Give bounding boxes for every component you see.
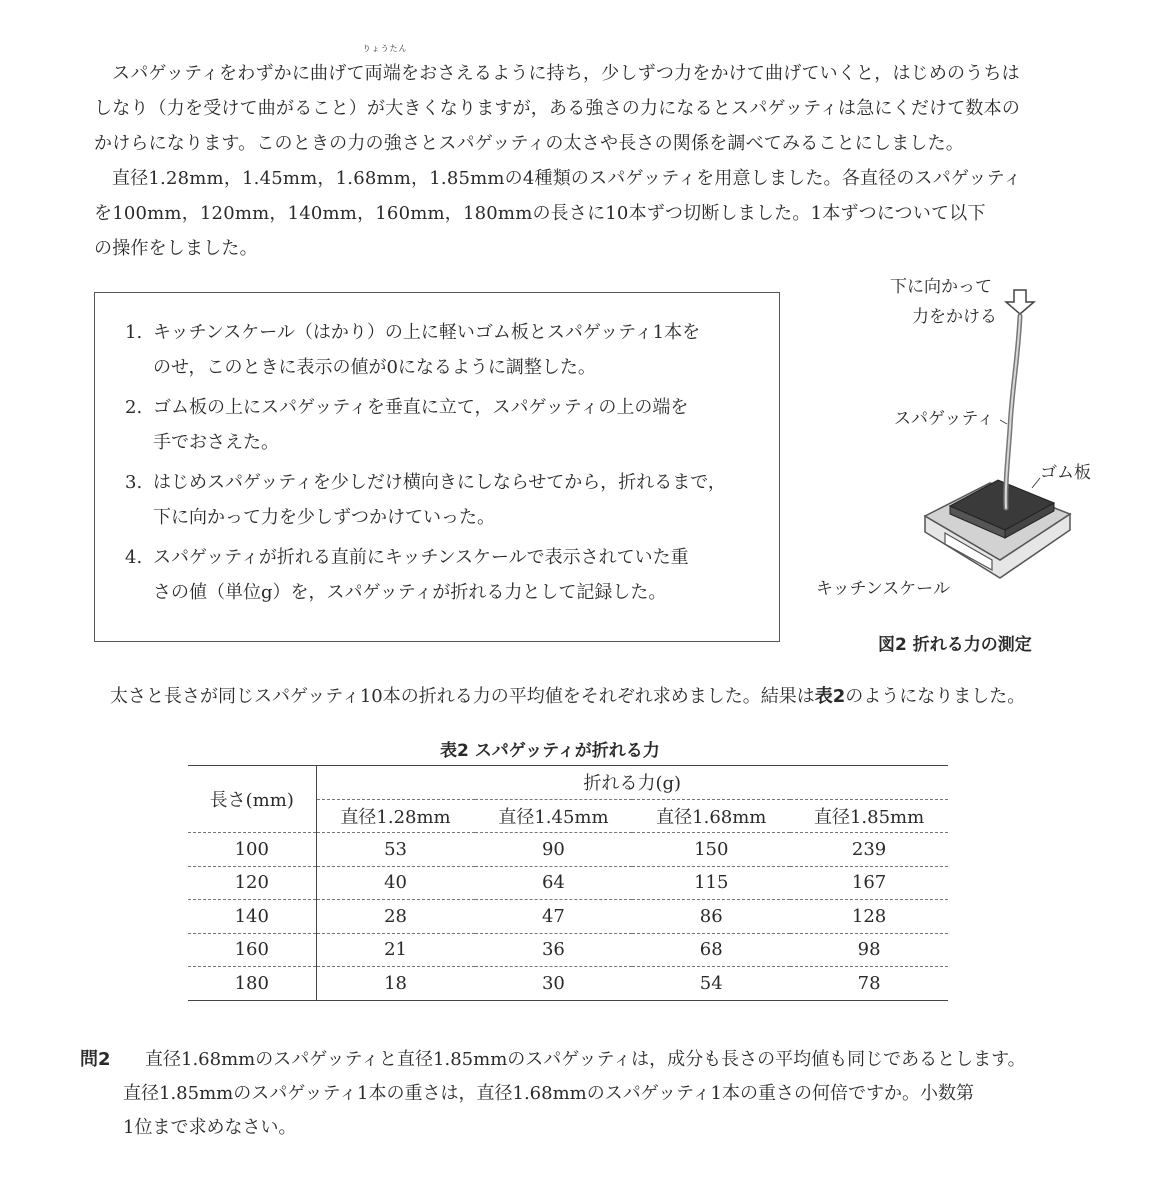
intro-line-1: [94, 44, 1064, 91]
question-2-line-2: 直径1.85mmのスパゲッティ1本の重さは，直径1.68mmのスパゲッティ1本の重さの何倍ですか。小数第: [123, 1083, 975, 1104]
force-label-1: 下に向かって: [890, 277, 992, 297]
step-number: 1.: [125, 322, 143, 343]
table-2-caption: 表2 スパゲッティが折れる力: [440, 741, 660, 761]
diameter-header: 直径1.28mm: [316, 799, 475, 833]
table-row: [188, 933, 948, 967]
question-2-line-3: 1位まで求めなさい。: [123, 1117, 297, 1138]
spaghetti-label: スパゲッティ: [894, 409, 994, 429]
figure-2: [800, 268, 1130, 598]
force-cell: 239: [790, 833, 948, 867]
step-number: 4.: [125, 547, 143, 568]
step-text: [153, 390, 765, 460]
diameter-header: 直径1.45mm: [475, 799, 633, 833]
result-after: のようになりました。: [845, 686, 1026, 707]
step-4-line-1: スパゲッティが折れる直前にキッチンスケールで表示されていた重: [153, 547, 689, 568]
length-cell: 160: [188, 933, 316, 967]
force-cell: 54: [632, 967, 790, 1001]
step-number: 2.: [125, 397, 143, 418]
force-cell: 98: [790, 933, 948, 967]
step-1-line-1: キッチンスケール（はかり）の上に軽いゴム板とスパゲッティ1本を: [153, 322, 701, 343]
table-2: [188, 765, 948, 1001]
force-cell: 47: [475, 900, 633, 934]
force-cell: 64: [475, 866, 633, 900]
force-cell: 28: [316, 900, 475, 934]
intro-line-1-a: スパゲッティをわずかに曲げて: [112, 63, 365, 84]
intro-paragraph: [94, 44, 1064, 161]
procedure-step-1: [125, 315, 765, 385]
question-2-text: [123, 1043, 1075, 1145]
intro-line-2: しなり（力を受けて曲がること）が大きくなりますが，ある強さの力になるとスパゲッティは急にくだけて数本の: [94, 98, 1021, 119]
table-reference: 表2: [814, 686, 846, 707]
spaghetti-leader: [1000, 420, 1007, 424]
result-sentence: [110, 682, 1025, 712]
procedure-step-3: [125, 465, 765, 535]
table-row: [188, 967, 948, 1001]
force-cell: 86: [632, 900, 790, 934]
table-row: [188, 900, 948, 934]
question-2-line-1: 直径1.68mmのスパゲッティと直径1.85mmのスパゲッティは，成分も長さの平均値も同じであるとします。: [145, 1049, 1026, 1070]
length-cell: 120: [188, 866, 316, 900]
step-number: 3.: [125, 472, 143, 493]
force-cell: 128: [790, 900, 948, 934]
force-cell: 78: [790, 967, 948, 1001]
step-text: [153, 465, 765, 535]
force-cell: 18: [316, 967, 475, 1001]
setup-line-2: を100mm，120mm，140mm，160mm，180mmの長さに10本ずつ切断しました。1本ずつについて以下: [94, 203, 986, 224]
step-1-line-2: のせ，このときに表示の値が0になるように調整した。: [153, 357, 596, 378]
force-cell: 36: [475, 933, 633, 967]
ruby-word: [362, 44, 408, 91]
setup-line-3: の操作をしました。: [94, 238, 258, 259]
setup-line-1: 直径1.28mm，1.45mm，1.68mm，1.85mmの4種類のスパゲッティを用意しました。各直径のスパゲッティ: [112, 168, 1022, 189]
force-cell: 40: [316, 866, 475, 900]
force-cell: 167: [790, 866, 948, 900]
force-cell: 30: [475, 967, 633, 1001]
question-2-label: 問2: [80, 1049, 111, 1070]
procedure-step-4: [125, 540, 765, 610]
procedure-step-2: [125, 390, 765, 460]
diameter-header: 直径1.68mm: [632, 799, 790, 833]
step-2-line-2: 手でおさえた。: [153, 432, 279, 453]
step-4-line-2: さの値（単位g）を，スパゲッティが折れる力として記録した。: [153, 582, 667, 603]
force-cell: 90: [475, 833, 633, 867]
rubber-plate-label: ゴム板: [1040, 463, 1091, 483]
intro-line-1-b: をおさえるように持ち，少しずつ力をかけて曲げていくと，はじめのうちは: [401, 63, 1020, 84]
intro-line-3: かけらになります。このときの力の強さとスパゲッティの太さや長さの関係を調べてみることにしました。: [94, 133, 964, 154]
force-label-2: 力をかける: [912, 307, 997, 327]
kitchen-scale-label: キッチンスケール: [816, 579, 950, 599]
step-text: [153, 315, 765, 385]
ruby-base: 両端: [364, 63, 402, 84]
step-2-line-1: ゴム板の上にスパゲッティを垂直に立て，スパゲッティの上の端を: [153, 397, 689, 418]
procedure-box: [94, 292, 780, 642]
step-text: [153, 540, 765, 610]
down-arrow-icon: [1006, 290, 1034, 314]
figure-2-caption: 図2 折れる力の測定: [878, 635, 1032, 655]
force-header: 折れる力(g): [316, 766, 948, 800]
diameter-header: 直径1.85mm: [790, 799, 948, 833]
length-cell: 180: [188, 967, 316, 1001]
table-row: [188, 833, 948, 867]
result-before: 太さと長さが同じスパゲッティ10本の折れる力の平均値をそれぞれ求めました。結果は: [110, 686, 815, 707]
length-cell: 140: [188, 900, 316, 934]
step-3-line-2: 下に向かって力を少しずつかけていった。: [153, 507, 495, 528]
rubber-leader: [1032, 478, 1040, 488]
force-cell: 68: [632, 933, 790, 967]
ruby-reading: りょうたん: [362, 44, 408, 53]
force-cell: 150: [632, 833, 790, 867]
length-cell: 100: [188, 833, 316, 867]
setup-paragraph: [94, 161, 1064, 266]
force-cell: 115: [632, 866, 790, 900]
force-cell: 21: [316, 933, 475, 967]
step-3-line-1: はじめスパゲッティを少しだけ横向きにしならせてから，折れるまで，: [153, 472, 726, 493]
table-header-row: [188, 766, 948, 800]
table-row: [188, 866, 948, 900]
force-cell: 53: [316, 833, 475, 867]
length-header: 長さ(mm): [188, 766, 316, 833]
